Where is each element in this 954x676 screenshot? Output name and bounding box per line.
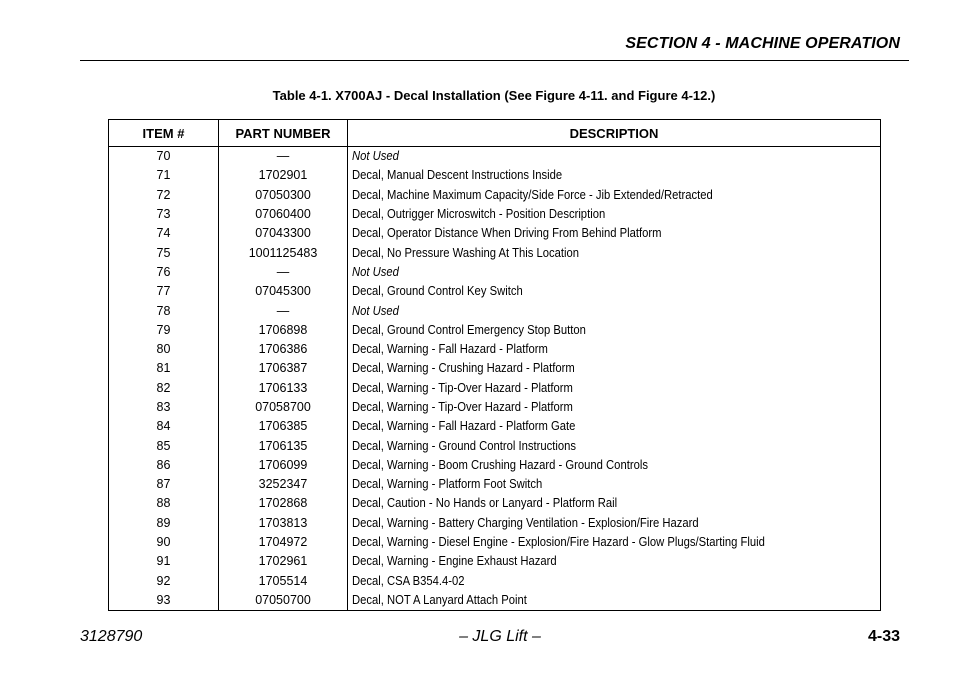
- description-cell: [348, 398, 881, 417]
- description-text: Decal, Warning - Platform Foot Switch: [352, 477, 543, 492]
- table-row: [109, 186, 881, 205]
- description-cell: [348, 514, 881, 533]
- header-divider: [80, 60, 909, 61]
- column-header-description: DESCRIPTION: [348, 120, 881, 147]
- table-row: [109, 205, 881, 224]
- description-cell: [348, 379, 881, 398]
- description-cell: [348, 166, 881, 185]
- description-text: Decal, Operator Distance When Driving From Behind Platform: [352, 226, 662, 241]
- description-text: Decal, Machine Maximum Capacity/Side Force - Jib Extended/Retracted: [352, 187, 713, 202]
- table-body: [109, 147, 881, 611]
- item-number-cell: 74: [109, 224, 219, 243]
- part-number-cell: 07050300: [219, 186, 348, 205]
- description-text: Decal, Warning - Crushing Hazard - Platform: [352, 361, 575, 376]
- table-row: [109, 456, 881, 475]
- table-row: [109, 591, 881, 611]
- part-number-cell: 1702868: [219, 494, 348, 513]
- description-cell: [348, 572, 881, 591]
- table-row: [109, 436, 881, 455]
- item-number-cell: 83: [109, 398, 219, 417]
- description-text: Decal, Caution - No Hands or Lanyard - Platform Rail: [352, 496, 618, 511]
- description-text: Decal, Ground Control Key Switch: [352, 284, 523, 299]
- description-text: Decal, Ground Control Emergency Stop Button: [352, 322, 586, 337]
- description-text: Decal, Warning - Ground Control Instructions: [352, 438, 577, 453]
- table-row: [109, 572, 881, 591]
- description-text: Decal, No Pressure Washing At This Location: [352, 245, 579, 260]
- part-number-cell: —: [219, 147, 348, 167]
- description-cell: [348, 456, 881, 475]
- item-number-cell: 93: [109, 591, 219, 611]
- part-number-cell: —: [219, 301, 348, 320]
- table-row: [109, 243, 881, 262]
- description-cell: [348, 186, 881, 205]
- description-cell: [348, 417, 881, 436]
- table-row: [109, 494, 881, 513]
- part-number-cell: 1704972: [219, 533, 348, 552]
- part-number-cell: 1001125483: [219, 243, 348, 262]
- part-number-cell: 1702961: [219, 552, 348, 571]
- item-number-cell: 73: [109, 205, 219, 224]
- description-text: Decal, Warning - Tip-Over Hazard - Platform: [352, 400, 573, 414]
- part-number-cell: 1706898: [219, 321, 348, 340]
- document-number: 3128790: [80, 628, 143, 645]
- item-number-cell: 90: [109, 533, 219, 552]
- part-number-cell: 3252347: [219, 475, 348, 494]
- table-row: [109, 263, 881, 282]
- description-text: Not Used: [352, 303, 399, 318]
- item-number-cell: 81: [109, 359, 219, 378]
- table-row: [109, 533, 881, 552]
- column-header-item: ITEM #: [109, 120, 219, 147]
- table-row: [109, 359, 881, 378]
- description-cell: [348, 436, 881, 455]
- description-text: Decal, Warning - Boom Crushing Hazard - Ground Controls: [352, 457, 648, 472]
- table-row: [109, 514, 881, 533]
- description-cell: [348, 205, 881, 224]
- description-text: Decal, Warning - Tip-Over Hazard - Platform: [352, 380, 573, 395]
- part-number-cell: 1706133: [219, 379, 348, 398]
- description-text: Not Used: [352, 264, 399, 279]
- description-cell: [348, 552, 881, 571]
- table-header-row: [109, 120, 881, 147]
- item-number-cell: 77: [109, 282, 219, 301]
- description-text: Not Used: [352, 149, 399, 164]
- description-cell: [348, 224, 881, 243]
- table-caption: Table 4-1. X700AJ - Decal Installation (See Figure 4-11. and Figure 4-12.): [272, 88, 716, 103]
- item-number-cell: 78: [109, 301, 219, 320]
- description-text: Decal, NOT A Lanyard Attach Point: [352, 592, 527, 607]
- description-cell: [348, 533, 881, 552]
- description-cell: [348, 243, 881, 262]
- description-text: Decal, Warning - Battery Charging Ventilation - Explosion/Fire Hazard: [352, 515, 699, 530]
- part-number-cell: 07058700: [219, 398, 348, 417]
- item-number-cell: 79: [109, 321, 219, 340]
- table-row: [109, 147, 881, 167]
- item-number-cell: 86: [109, 456, 219, 475]
- part-number-cell: —: [219, 263, 348, 282]
- table-row: [109, 321, 881, 340]
- description-cell: [348, 282, 881, 301]
- table-row: [109, 224, 881, 243]
- description-cell: [348, 263, 881, 282]
- description-text: Decal, Warning - Diesel Engine - Explosion/Fire Hazard - Glow Plugs/Starting Fluid: [352, 535, 765, 550]
- part-number-cell: 1706386: [219, 340, 348, 359]
- description-cell: [348, 591, 881, 611]
- part-number-cell: 1706099: [219, 456, 348, 475]
- description-cell: [348, 359, 881, 378]
- column-header-part-number: PART NUMBER: [219, 120, 348, 147]
- part-number-cell: 1703813: [219, 514, 348, 533]
- item-number-cell: 92: [109, 572, 219, 591]
- item-number-cell: 87: [109, 475, 219, 494]
- item-number-cell: 71: [109, 166, 219, 185]
- description-text: Decal, Manual Descent Instructions Inside: [352, 168, 563, 183]
- item-number-cell: 82: [109, 379, 219, 398]
- description-cell: [348, 301, 881, 320]
- description-cell: [348, 321, 881, 340]
- description-text: Decal, Warning - Engine Exhaust Hazard: [352, 554, 557, 569]
- decal-installation-table: [108, 119, 881, 611]
- table-row: [109, 282, 881, 301]
- description-text: Decal, Outrigger Microswitch - Position Description: [352, 207, 606, 222]
- description-cell: [348, 147, 881, 167]
- description-text: Decal, CSA B354.4-02: [352, 573, 465, 588]
- item-number-cell: 89: [109, 514, 219, 533]
- item-number-cell: 75: [109, 243, 219, 262]
- table-row: [109, 301, 881, 320]
- description-cell: [348, 340, 881, 359]
- description-text: Decal, Warning - Fall Hazard - Platform: [352, 342, 548, 357]
- part-number-cell: 1706387: [219, 359, 348, 378]
- table-row: [109, 552, 881, 571]
- table-row: [109, 166, 881, 185]
- item-number-cell: 72: [109, 186, 219, 205]
- table-row: [109, 379, 881, 398]
- part-number-cell: 1702901: [219, 166, 348, 185]
- part-number-cell: 1705514: [219, 572, 348, 591]
- description-text: Decal, Warning - Fall Hazard - Platform Gate: [352, 419, 576, 434]
- item-number-cell: 84: [109, 417, 219, 436]
- table-row: [109, 475, 881, 494]
- table-row: [109, 340, 881, 359]
- section-title: SECTION 4 - MACHINE OPERATION: [625, 35, 900, 52]
- description-cell: [348, 475, 881, 494]
- part-number-cell: 1706135: [219, 436, 348, 455]
- table-row: [109, 398, 881, 417]
- footer-brand: – JLG Lift –: [459, 628, 541, 645]
- part-number-cell: 07060400: [219, 205, 348, 224]
- item-number-cell: 85: [109, 436, 219, 455]
- part-number-cell: 1706385: [219, 417, 348, 436]
- part-number-cell: 07043300: [219, 224, 348, 243]
- item-number-cell: 80: [109, 340, 219, 359]
- item-number-cell: 88: [109, 494, 219, 513]
- description-cell: [348, 494, 881, 513]
- item-number-cell: 76: [109, 263, 219, 282]
- table-row: [109, 417, 881, 436]
- page-number: 4-33: [867, 628, 900, 645]
- part-number-cell: 07045300: [219, 282, 348, 301]
- item-number-cell: 91: [109, 552, 219, 571]
- item-number-cell: 70: [109, 147, 219, 167]
- part-number-cell: 07050700: [219, 591, 348, 611]
